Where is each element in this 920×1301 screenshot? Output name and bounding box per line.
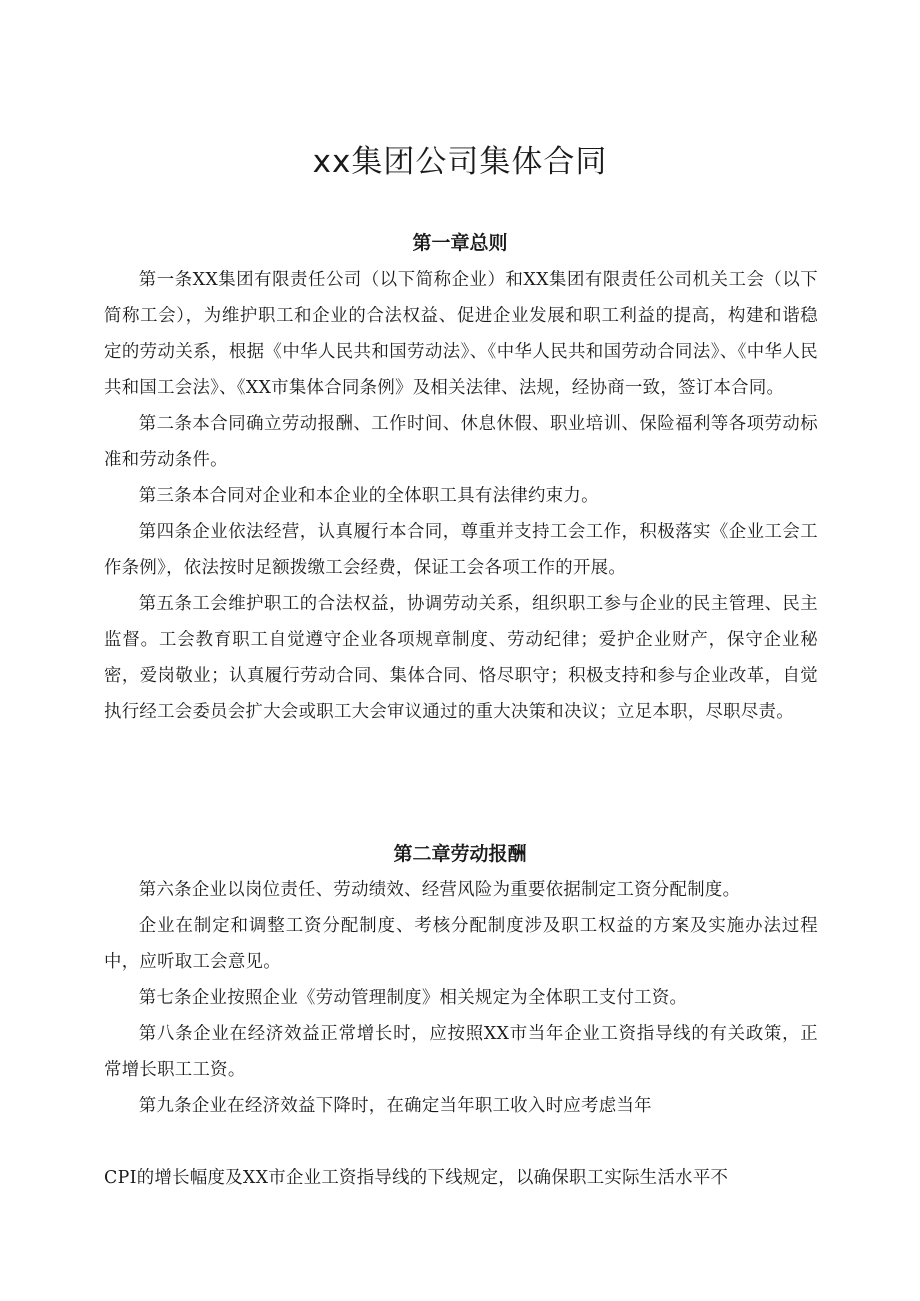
article-8: 第八条企业在经济效益正常增长时，应按照XX市当年企业工资指导线的有关政策，正常增长职工工资。 bbox=[104, 1024, 818, 1080]
chapter-2-body bbox=[104, 872, 818, 1124]
article-6: 第六条企业以岗位责任、劳动绩效、经营风险为重要依据制定工资分配制度。 bbox=[138, 880, 741, 900]
article-3: 第三条本合同对企业和本企业的全体职工具有法律约束力。 bbox=[138, 486, 599, 506]
chapter-1-heading: 第一章总则 bbox=[412, 232, 508, 254]
chapter-2-heading: 第二章劳动报酬 bbox=[393, 843, 527, 865]
document-title: xx集团公司集体合同 bbox=[312, 144, 608, 180]
article-6-clause: 企业在制定和调整工资分配制度、考核分配制度涉及职工权益的方案及实施办法过程中，应听取工会意见。 bbox=[104, 916, 818, 972]
article-1: 第一条XX集团有限责任公司（以下简称企业）和XX集团有限责任公司机关工会（以下简称工会），为维护职工和企业的合法权益、促进企业发展和职工利益的提高，构建和谐稳定的劳动关系，根据《中华人民共和国劳动法》、《中华人民共和国劳动合同法》、《中华人民共和国工会法》、《XX市集体合同条例》及相关法律、法规，经协商一致，签订本合同。 bbox=[104, 270, 818, 398]
article-9: 第九条企业在经济效益下降时，在确定当年职工收入时应考虑当年 bbox=[138, 1096, 652, 1116]
article-9-continuation: CPI的增长幅度及XX市企业工资指导线的下线规定，以确保职工实际生活水平不 bbox=[104, 1168, 729, 1188]
chapter-1-body bbox=[104, 262, 818, 730]
article-2: 第二条本合同确立劳动报酬、工作时间、休息休假、职业培训、保险福利等各项劳动标准和劳动条件。 bbox=[104, 414, 818, 470]
article-7: 第七条企业按照企业《劳动管理制度》相关规定为全体职工支付工资。 bbox=[138, 988, 688, 1008]
article-5: 第五条工会维护职工的合法权益，协调劳动关系，组织职工参与企业的民主管理、民主监督。工会教育职工自觉遵守企业各项规章制度、劳动纪律；爱护企业财产，保守企业秘密，爱岗敬业；认真履行劳动合同、集体合同、恪尽职守；积极支持和参与企业改革，自觉执行经工会委员会扩大会或职工大会审议通过的重大决策和决议；立足本职，尽职尽责。 bbox=[104, 594, 818, 722]
article-4: 第四条企业依法经营，认真履行本合同，尊重并支持工会工作，积极落实《企业工会工作条例》，依法按时足额拨缴工会经费，保证工会各项工作的开展。 bbox=[104, 522, 818, 578]
